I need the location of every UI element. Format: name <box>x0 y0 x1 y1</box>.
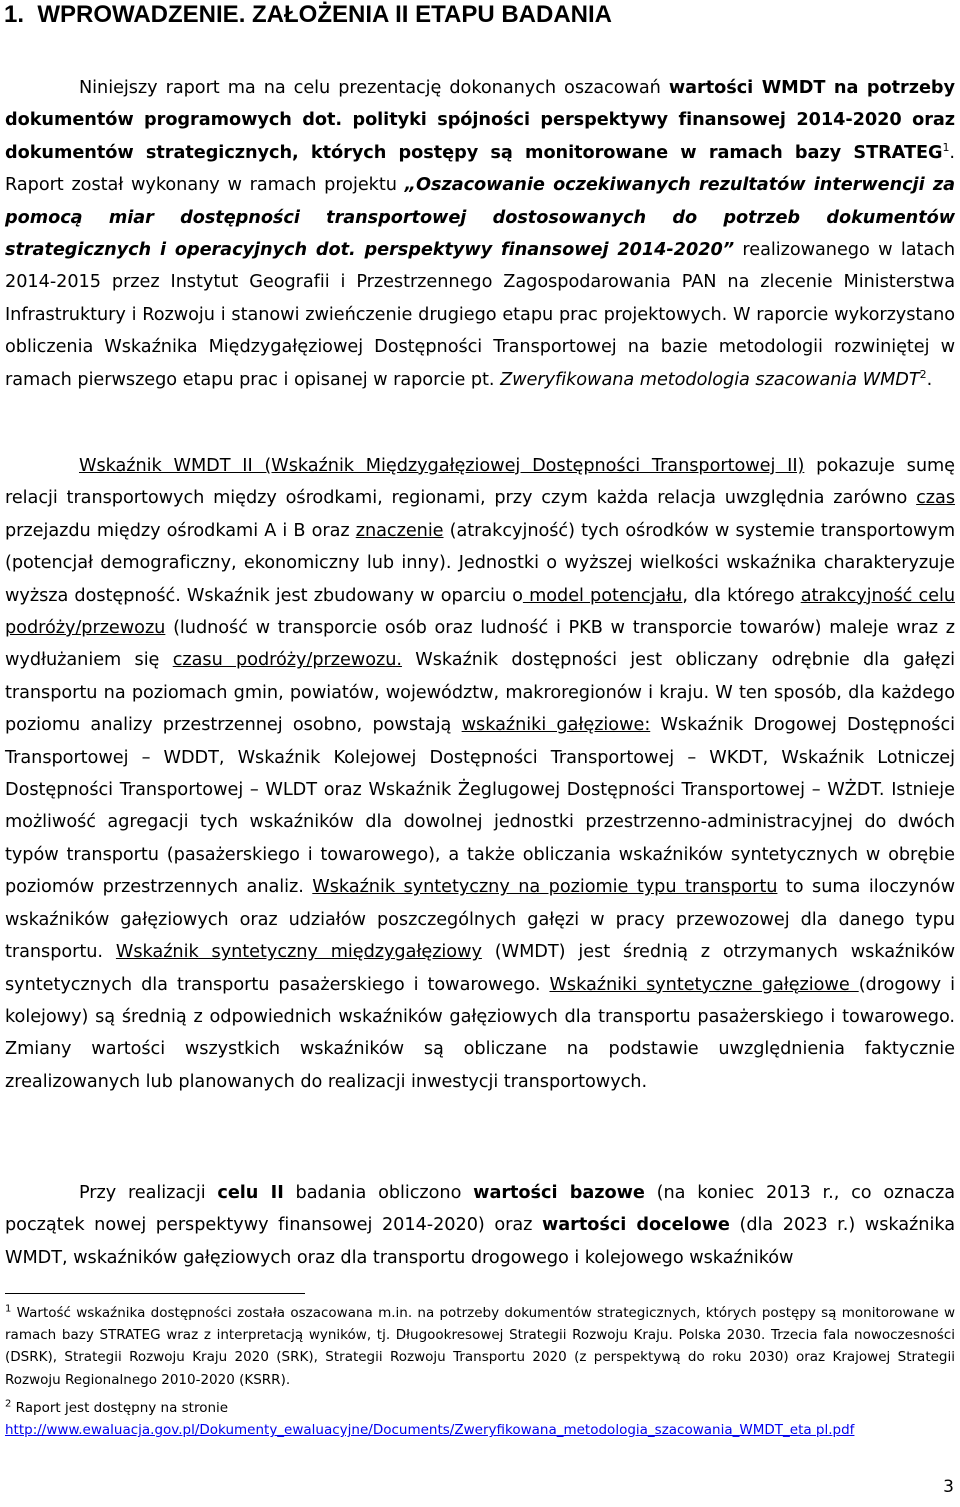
bold-text: wartości bazowe <box>473 1183 645 1203</box>
footnote-ref-1[interactable]: 1 <box>942 140 950 154</box>
footnote-2 <box>5 1397 955 1441</box>
underlined-term: Wskaźnik syntetyczny na poziomie typu transportu <box>312 877 778 898</box>
underlined-term: czasu podróży/przewozu. <box>172 650 402 671</box>
footnote-text: Wartość wskaźnika dostępności została oszacowana m.in. na potrzeby dokumentów strategicznych, których postępy są monitorowane w ramach bazy STRATEG wraz z interpretacją wyników, tj. Długookresowej Strategii Rozwoju Kraju. Polska 2030. Trzecia fala nowoczesności (DSRK), Strategii Rozwoju Kraju 2020 (SRK), Strategii Rozwoju Transportu 2020 (z perspektywą do roku 2030) oraz Krajowej Strategii Rozwoju Regionalnego 2010-2020 (KSRR). <box>5 1305 955 1388</box>
underlined-term: Wskaźnik syntetyczny międzygałęziowy <box>115 942 482 963</box>
page-number: 3 <box>943 1477 954 1497</box>
section-title: WPROWADZENIE. ZAŁOŻENIA II ETAPU BADANIA <box>37 1 613 28</box>
footnote-separator <box>5 1293 305 1294</box>
underlined-term: Wskaźnik WMDT II (Wskaźnik Międzygałęziowej Dostępności Transportowej II) <box>79 456 805 476</box>
underlined-term: model potencjału <box>522 585 683 606</box>
footnote-1 <box>5 1302 955 1391</box>
underlined-term: Wskaźniki syntetyczne gałęziowe <box>549 974 859 995</box>
bold-text: celu II <box>217 1183 284 1203</box>
paragraph-wmdt-definition: Wskaźnik WMDT II (Wskaźnik Międzygałęziowej Dostępności Transportowej II) pokazuje sumę relacji transportowych między ośrodkami, regionami, przy czym każda relacja uwzględnia zarówno czas przejazdu między ośrodkami A i B oraz znaczenie (atrakcyjność) tych ośrodków w systemie transportowym (potencjał demograficzny, ekonomiczny lub inny). Jednostki o wyższej wielkości wskaźnika charakteryzuje wyższa dostępność. Wskaźnik jest zbudowany w oparciu o model potencjału, dla którego atrakcyjność celu podróży/przewozu (ludność w transporcie osób oraz ludność i PKB w transporcie towarów) maleje wraz z wydłużaniem się czasu podróży/przewozu. Wskaźnik dostępności jest obliczany odrębnie dla gałęzi transportu na poziomach gmin, powiatów, województw, makroregionów i kraju. W ten sposób, dla każdego poziomu analizy przestrzennej osobno, powstają wskaźniki gałęziowe: Wskaźnik Drogowej Dostępności Transportowej – WDDT, Wskaźnik Kolejowej Dostępności Transportowej – WKDT, Wskaźnik Lotniczej Dostępności Transportowej – WLDT oraz Wskaźnik Żeglugowej Dostępności Transportowej – WŻDT. Istnieje możliwość agregacji tych wskaźników dla dowolnej jednostki przestrzenno-administracyjnej do dwóch typów transportu (pasażerskiego i towarowego), a także obliczania wskaźników syntetycznych w obrębie poziomów przestrzennych analiz. Wskaźnik syntetyczny na poziomie typu transportu to suma iloczynów wskaźników gałęziowych oraz udziałów poszczególnych gałęzi w pracy przewozowej dla danego typu transportu. Wskaźnik syntetyczny międzygałęziowy (WMDT) jest średnią z otrzymanych wskaźników syntetycznych dla transportu pasażerskiego i towarowego. Wskaźniki syntetyczne gałęziowe (drogowy i kolejowy) są średnią z odpowiednich wskaźników gałęziowych dla transportu pasażerskiego i towarowego. Zmiany wartości wszystkich wskaźników są obliczane na podstawie uwzględnienia faktycznie zrealizowanych lub planowanych do realizacji inwestycji transportowych. <box>5 456 955 1092</box>
section-heading <box>4 0 954 30</box>
section-number: 1. <box>4 1 25 28</box>
footnote-number: 2 <box>5 1398 12 1410</box>
underlined-term: atrakcyjność celu podróży/przewozu <box>5 585 955 639</box>
underlined-term: wskaźniki gałęziowe: <box>461 715 651 736</box>
paragraph-goal-ii: Przy realizacji celu II badania obliczono wartości bazowe (na koniec 2013 r., co oznacza początek nowej perspektywy finansowej 2014-2020) oraz wartości docelowe (dla 2023 r.) wskaźnika WMDT, wskaźników gałęziowych oraz dla transportu drogowego i kolejowego wskaźników <box>5 1183 955 1268</box>
footnote-ref-2[interactable]: 2 <box>919 367 927 381</box>
bold-text: wartości docelowe <box>542 1215 730 1236</box>
project-title: „Oszacowanie oczekiwanych rezultatów interwencji za pomocą miar dostępności transportowej dostosowanych do potrzeb dokumentów strategicznych i operacyjnych dot. perspektywy finansowej 2014-2020” <box>5 175 955 261</box>
report-title: Zweryfikowana metodologia szacowania WMDT <box>500 369 920 390</box>
underlined-term: czas <box>916 488 955 509</box>
footnote-text: Raport jest dostępny na stronie <box>11 1400 229 1416</box>
paragraph-intro: Niniejszy raport ma na celu prezentację dokonanych oszacowań wartości WMDT na potrzeby dokumentów programowych dot. polityki spójności perspektywy finansowej 2014-2020 oraz dokumentów strategicznych, których postępy są monitorowane w ramach bazy STRATEG$^1$. Raport został wykonany w ramach projektu „Oszacowanie oczekiwanych rezultatów interwencji za pomocą miar dostępności transportowej dostosowanych do potrzeb dokumentów strategicznych i operacyjnych dot. perspektywy finansowej 2014-2020” realizowanego w latach 2014-2015 przez Instytut Geografii i Przestrzennego Zagospodarowania PAN na zlecenie Ministerstwa Infrastruktury i Rozwoju i stanowi zwieńczenie drugiego etapu prac projektowych. W raporcie wykorzystano obliczenia Wskaźnika Międzygałęziowej Dostępności Transportowej na bazie metodologii rozwiniętej w ramach pierwszego etapu prac i opisanej w raporcie pt. Zweryfikowana metodologia szacowania WMDT$^2$. <box>5 78 955 390</box>
underlined-term: znaczenie <box>355 520 444 541</box>
footnote-number: 1 <box>5 1303 12 1315</box>
bold-text: wartości WMDT na potrzeby dokumentów programowych dot. polityki spójności perspektywy finansowej 2014-2020 oraz dokumentów strategicznych, których postępy są monitorowane w ramach bazy STRATEG <box>5 78 955 163</box>
report-link[interactable]: http://www.ewaluacja.gov.pl/Dokumenty_ewaluacyjne/Documents/Zweryfikowana_metodologia_szacowania_WMDT_eta pl.pdf <box>5 1422 855 1439</box>
